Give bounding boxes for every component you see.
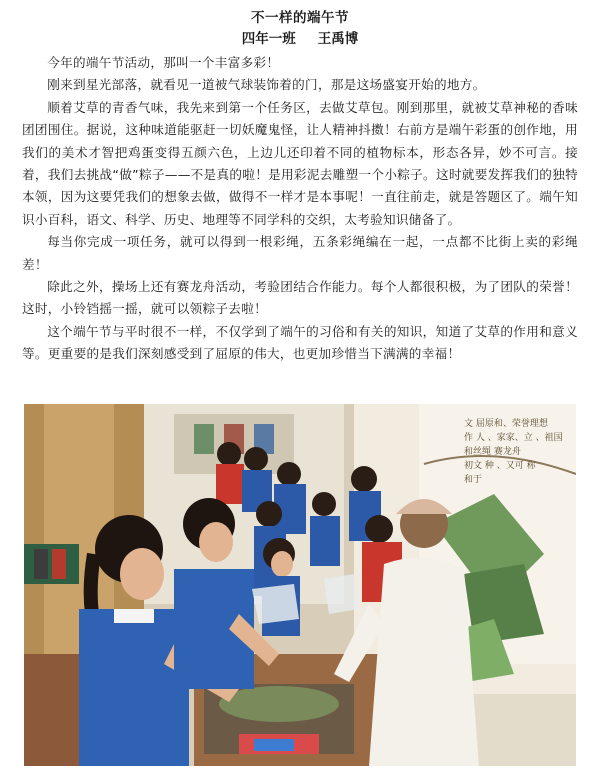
paragraph-ropes: 每当你完成一项任务，就可以得到一根彩绳，五条彩绳编在一起，一点都不比街上卖的彩绳差！ — [22, 234, 578, 272]
byline — [22, 28, 578, 50]
article-title: 不一样的端午节 — [251, 10, 349, 26]
paragraph-arrival: 刚来到星光部落，就看见一道被气球装饰着的门，那是这场盛宴开始的地方。 — [47, 77, 486, 93]
paragraph-intro: 今年的端午节活动，那叫一个丰富多彩！ — [47, 55, 280, 70]
paragraph-conclusion: 这个端午节与平时很不一样，不仅学到了端午的习俗和有关的知识，知道了艾草的作用和意义等。更重要的是我们深刻感受到了屈原的伟大，也更加珍惜当下满满的幸福！ — [22, 323, 578, 362]
mural-text-line: 初文 种 、又可 称 — [464, 461, 536, 471]
class-name: 四年一班 — [241, 31, 296, 47]
author-name: 王禹博 — [317, 31, 359, 47]
trash-bins — [24, 544, 79, 584]
mural-text-line: 作 人 、家家、立 、祖国 — [464, 433, 563, 443]
mural-text-line: 文 屈原和、荣誉理想 — [464, 419, 548, 429]
mural-text-line: 和于 — [464, 475, 483, 485]
activity-photo — [24, 404, 576, 766]
paragraph-tasks: 顺着艾草的青香气味，我先来到第一个任务区，去做艾草包。刚到那里，就被艾草神秘的香味团团围住。据说，这种味道能驱赶一切妖魔鬼怪，让人精神抖擞！右前方是端午彩蛋的创作地，用我们的美术才智把鸡蛋变得五颜六色，上边儿还印着不同的植物标本，形态各异，妙不可言。接着，我们去挑战“做”粽子——不是真的啦！是用彩泥去雕塑一个小粽子。这时就要发挥我们的独特本领，因为这要凭我们的想象去做，做得不一样才是本事呢！一直往前走，就是答题区了。端午知识小百科，语文、科学、历史、地理等不同学科的交织，太考验知识储备了。 — [22, 99, 578, 227]
activity-photo-illustration — [24, 404, 576, 766]
paragraph-dragon-boat: 除此之外，操场上还有赛龙舟活动，考验团结合作能力。每个人都很积极，为了团队的荣誉！这时，小铃铛摇一摇，就可以领粽子去啦！ — [22, 279, 578, 317]
mural-text-line: 和丝绳 赛龙舟 — [464, 447, 521, 457]
